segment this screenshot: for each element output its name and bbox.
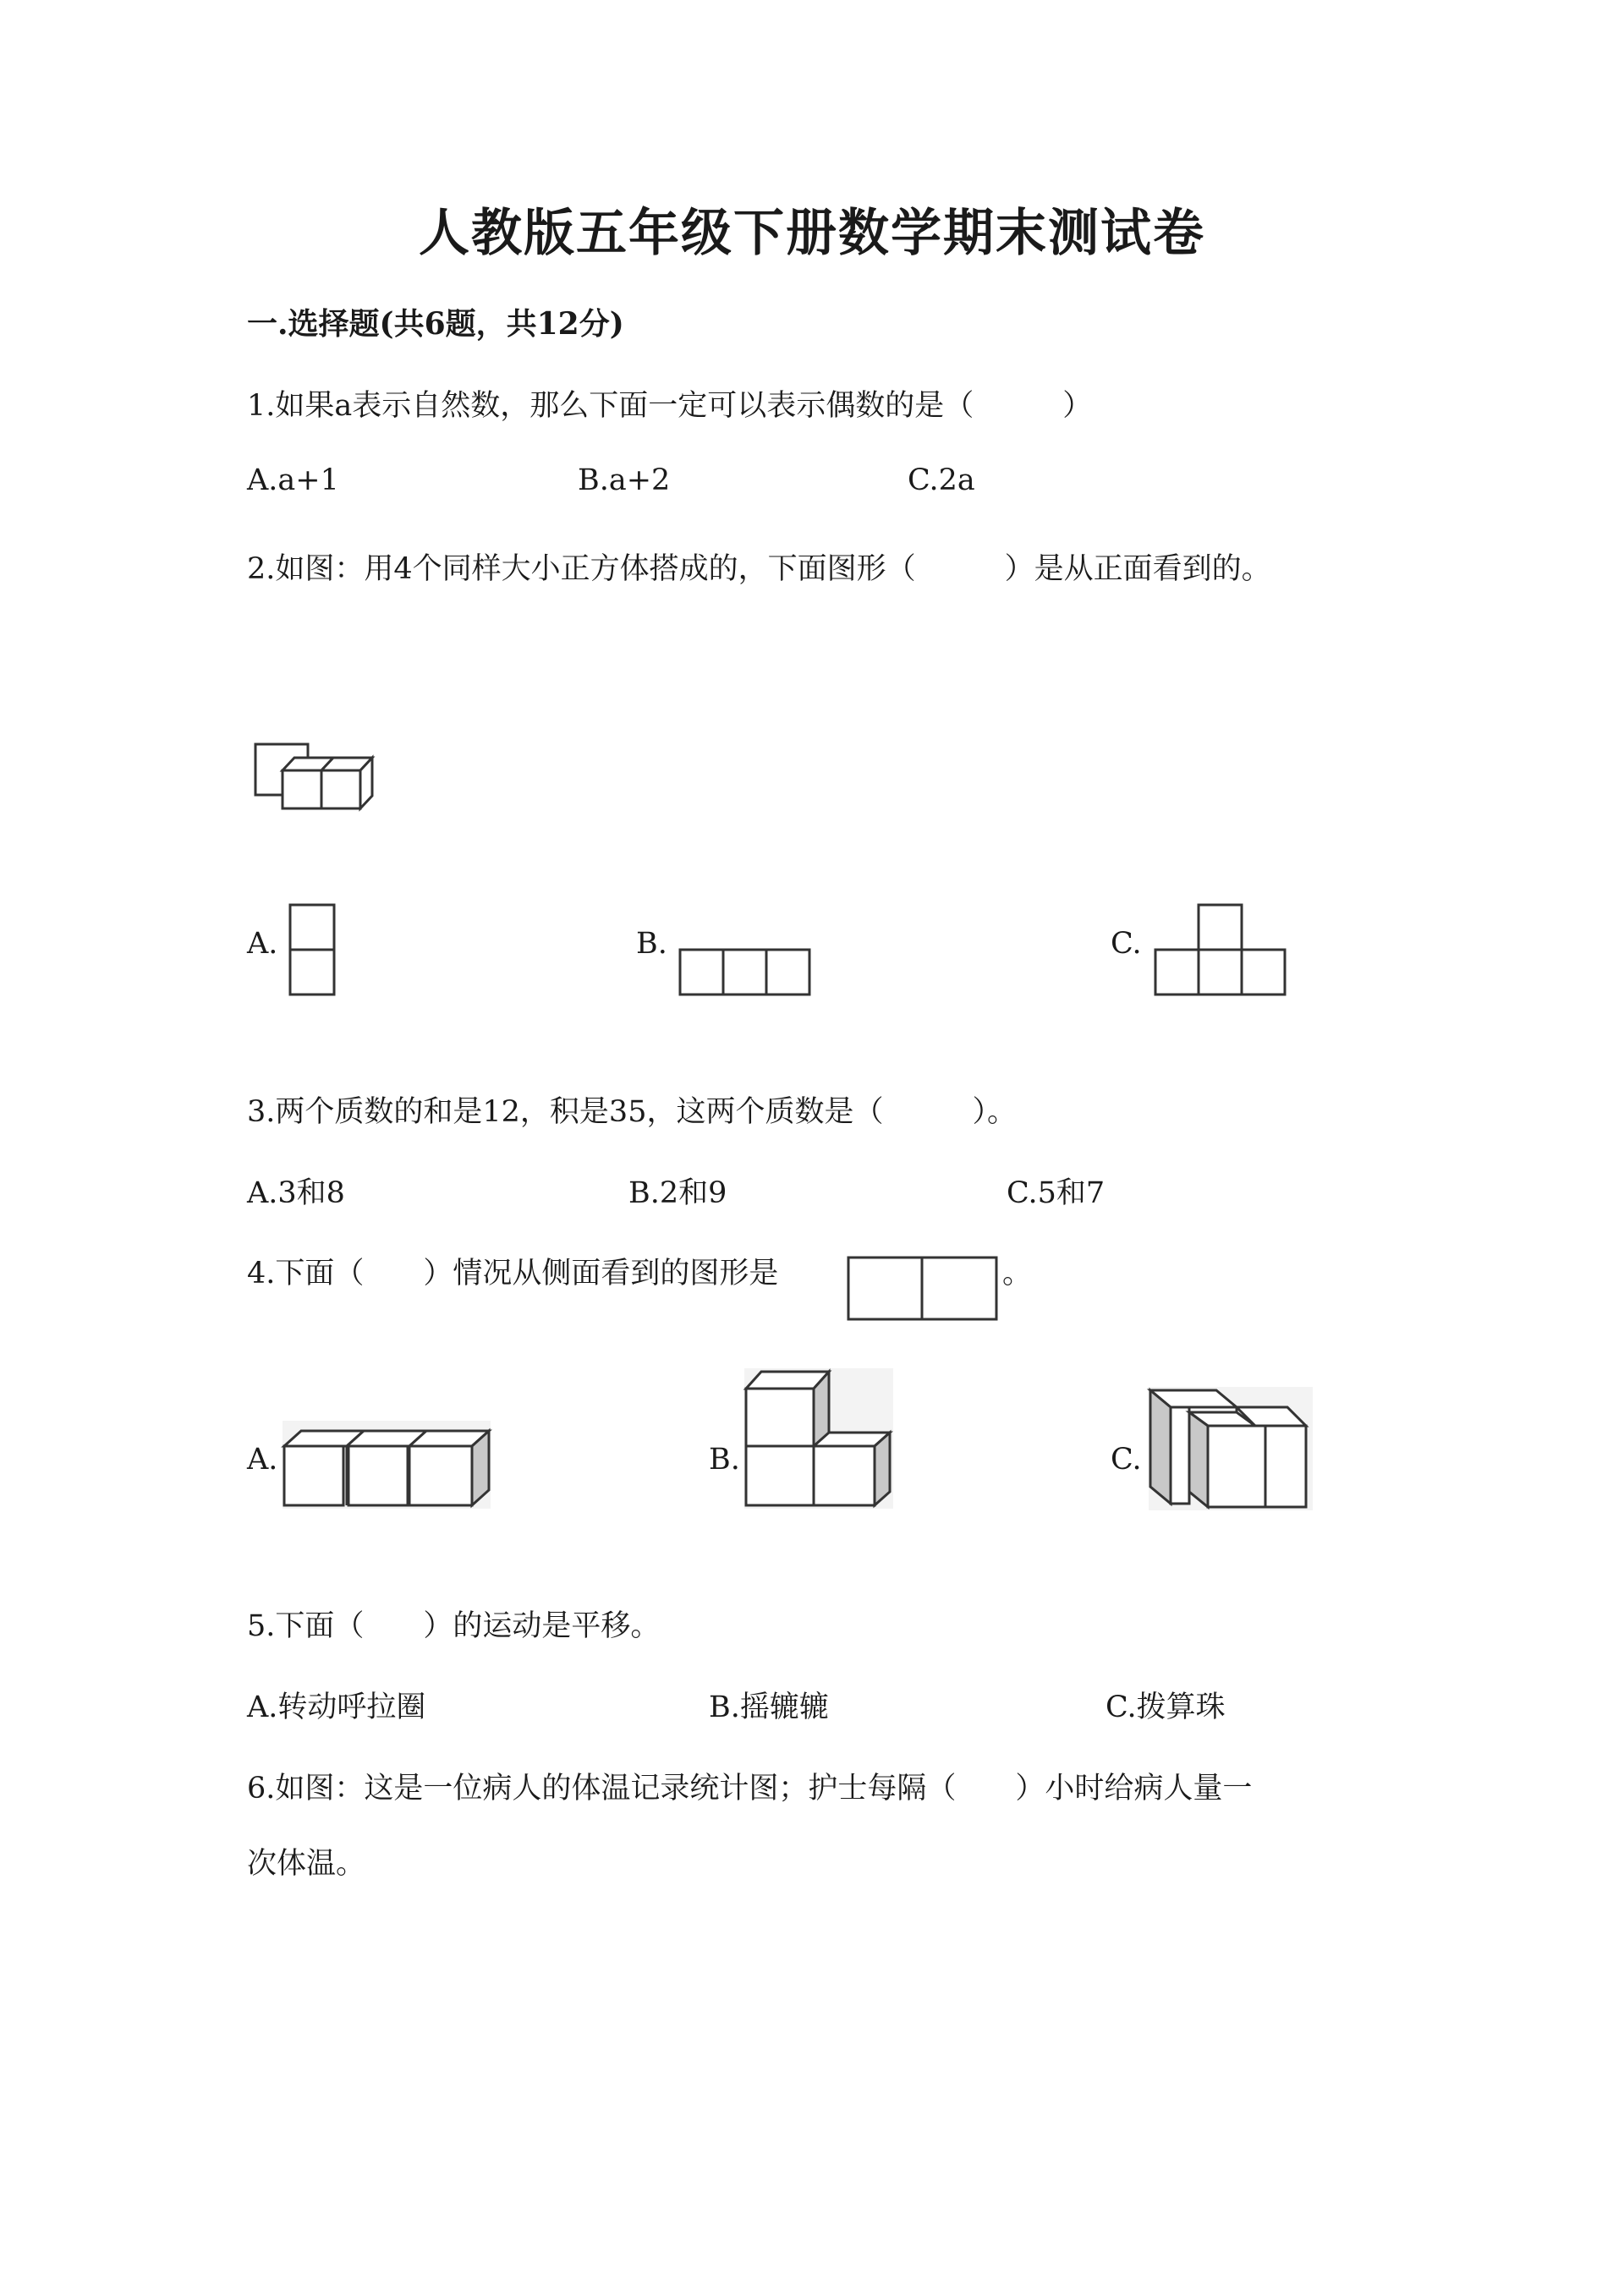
question-3-option-b: B.2和9 — [628, 1176, 727, 1210]
question-2-cube-figure — [254, 743, 381, 810]
question-4-option-c: C. — [1111, 1443, 1142, 1477]
question-2-option-c-figure — [1154, 903, 1287, 998]
question-2-option-b: B. — [636, 927, 667, 961]
question-2-option-a: A. — [247, 927, 278, 961]
question-3-stem: 3.两个质数的和是12，积是35，这两个质数是（ ）。 — [247, 1095, 1017, 1129]
question-6-stem-line-1: 6.如图：这是一位病人的体温记录统计图；护士每隔（ ）小时给病人量一 — [247, 1772, 1253, 1806]
question-3-option-a: A.3和8 — [247, 1176, 345, 1210]
question-4-stem — [247, 1250, 778, 1292]
question-4-side-view-figure — [847, 1256, 999, 1322]
question-4-option-c-figure — [1149, 1387, 1313, 1510]
question-2-option-a-figure — [288, 903, 336, 998]
question-4-option-a: A. — [247, 1443, 278, 1477]
question-3-option-c: C.5和7 — [1007, 1176, 1106, 1210]
question-4-option-b-figure — [744, 1368, 893, 1509]
question-2-stem: 2.如图：用4个同样大小正方体搭成的，下面图形（ ）是从正面看到的。 — [247, 552, 1271, 586]
question-5-option-a: A.转动呼拉圈 — [247, 1690, 426, 1724]
question-1-option-b: B.a+2 — [578, 463, 671, 497]
section-heading: 一.选择题(共6题，共12分) — [247, 306, 624, 342]
question-2-option-b-figure — [678, 948, 812, 997]
question-2-option-c: C. — [1111, 927, 1142, 961]
question-4-stem-text: 4.下面（ ）情况从侧面看到的图形是 — [247, 1257, 779, 1290]
question-5-option-b: B.摇辘辘 — [709, 1690, 829, 1724]
question-1-option-a: A.a+1 — [247, 463, 339, 497]
page-title: 人教版五年级下册数学期末测试卷 — [419, 204, 1205, 263]
question-5-stem: 5.下面（ ）的运动是平移。 — [247, 1609, 661, 1643]
question-5-option-c: C.拨算珠 — [1106, 1690, 1226, 1724]
question-4-option-b: B. — [709, 1443, 740, 1477]
question-4-option-a-figure — [283, 1421, 491, 1509]
question-4-stem-end: 。 — [1002, 1257, 1033, 1290]
question-1-option-c: C.2a — [908, 463, 975, 497]
question-6-stem-line-2: 次体温。 — [247, 1847, 366, 1881]
question-1-stem: 1.如果a表示自然数，那么下面一定可以表示偶数的是（ ） — [247, 389, 1093, 423]
